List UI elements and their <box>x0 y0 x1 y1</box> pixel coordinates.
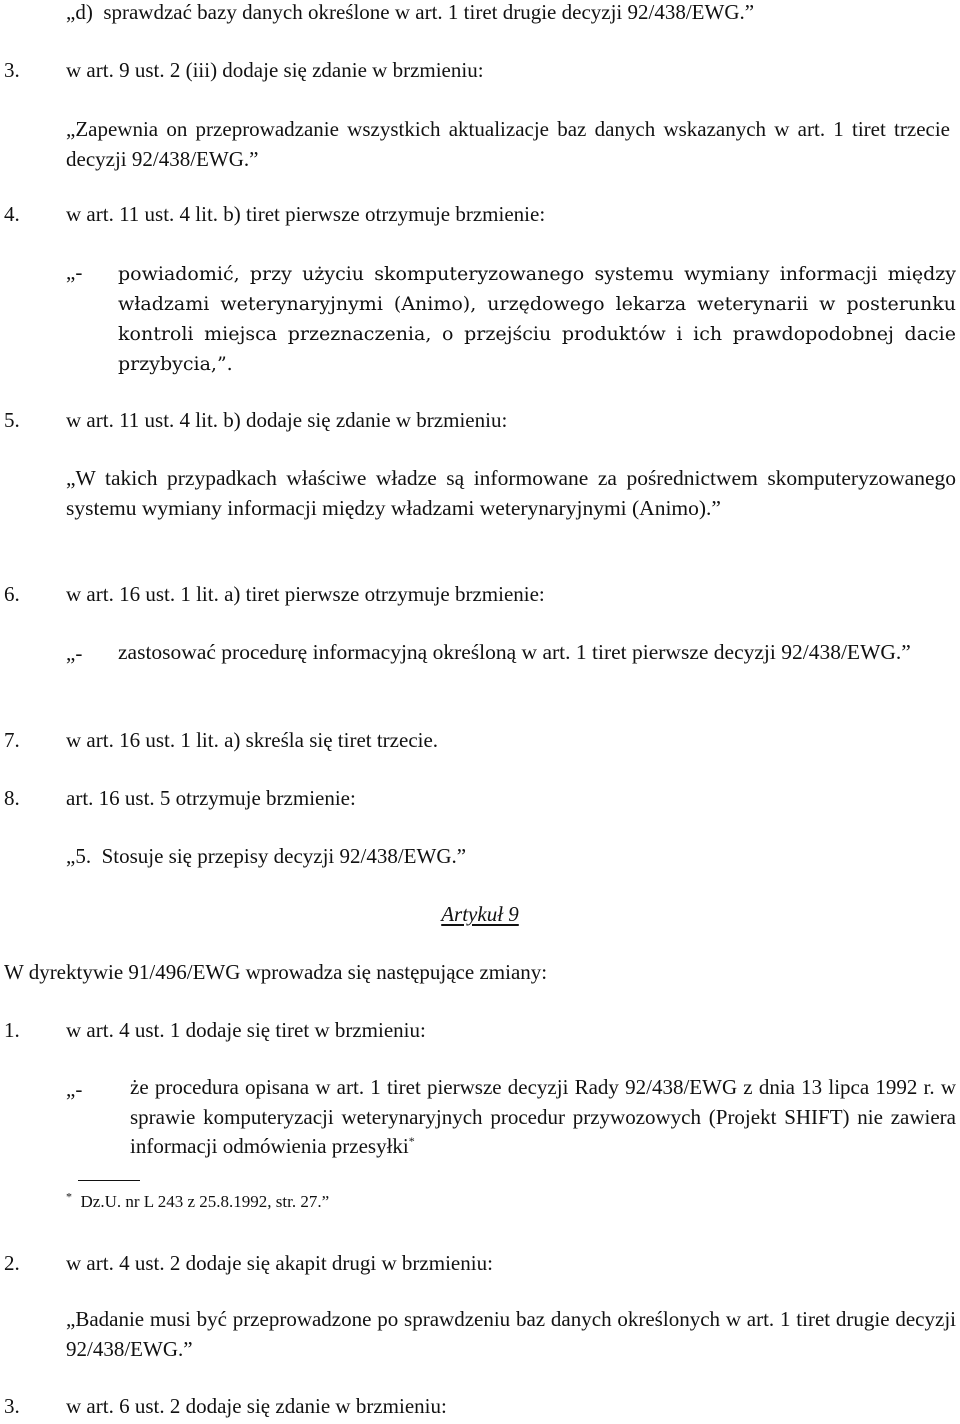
item-text: w art. 11 ust. 4 lit. b) tiret pierwsze otrzymuje brzmienie: <box>66 202 546 226</box>
item-number: 7. <box>4 728 20 752</box>
dash-marker: „- <box>66 260 83 284</box>
item-text: w art. 16 ust. 1 lit. a) tiret pierwsze otrzymuje brzmienie: <box>66 582 545 606</box>
quoted-paragraph: „Badanie musi być przeprowadzone po sprawdzeniu baz danych określonych w art. 1 tiret drugie decyzji 92/438/EWG.” <box>66 1307 956 1361</box>
quoted-paragraph: powiadomić, przy użyciu skomputeryzowanego systemu wymiany informacji między władzami weterynaryjnymi (Animo), urzędowego lekarza weterynarii w posterunku kontroli miejsca przeznaczenia, o przejściu produktów i ich prawdopodobnej dacie przybycia,”. <box>118 263 956 375</box>
item-number: 4. <box>4 202 20 226</box>
item-text: w art. 11 ust. 4 lit. b) dodaje się zdanie w brzmieniu: <box>66 408 508 432</box>
item-text: w art. 4 ust. 2 dodaje się akapit drugi w brzmieniu: <box>66 1251 493 1275</box>
item-text: w art. 6 ust. 2 dodaje się zdanie w brzmieniu: <box>66 1394 447 1418</box>
item-number: 1. <box>4 1018 20 1042</box>
quoted-text: że procedura opisana w art. 1 tiret pierwsze decyzji Rady 92/438/EWG z dnia 13 lipca 1992 r. w sprawie komputeryzacji weterynaryjnych procedur przywozowych (Projekt SHIFT) nie zawiera informacji odmówienia przesyłki <box>130 1075 956 1158</box>
footnote-separator <box>78 1180 140 1181</box>
quoted-line: „5. Stosuje się przepisy decyzji 92/438/EWG.” <box>66 844 467 868</box>
item-number: 8. <box>4 786 20 810</box>
article-heading: Artykuł 9 <box>441 902 519 926</box>
quoted-paragraph: „W takich przypadkach właściwe władze są informowane za pośrednictwem skomputeryzowanego systemu wymiany informacji między władzami weterynaryjnymi (Animo).” <box>66 466 956 520</box>
article-intro: W dyrektywie 91/496/EWG wprowadza się następujące zmiany: <box>4 960 548 984</box>
quoted-paragraph <box>130 1073 956 1162</box>
item-number: 6. <box>4 582 20 606</box>
item-number: 3. <box>4 58 20 82</box>
item-text: w art. 9 ust. 2 (iii) dodaje się zdanie w brzmieniu: <box>66 58 484 82</box>
footnote <box>66 1189 330 1212</box>
item-text: w art. 4 ust. 1 dodaje się tiret w brzmieniu: <box>66 1018 426 1042</box>
item-d-line: „d) sprawdzać bazy danych określone w art. 1 tiret drugie decyzji 92/438/EWG.” <box>66 0 755 24</box>
quoted-paragraph: „Zapewnia on przeprowadzanie wszystkich aktualizacje baz danych wskazanych w art. 1 tiret trzecie decyzji 92/438/EWG.” <box>66 117 950 171</box>
dash-marker: „- <box>66 1077 83 1101</box>
dash-marker: „- <box>66 641 83 665</box>
footnote-reference: * <box>408 1134 415 1148</box>
item-text: art. 16 ust. 5 otrzymuje brzmienie: <box>66 786 356 810</box>
item-number: 5. <box>4 408 20 432</box>
item-number: 3. <box>4 1394 20 1418</box>
item-number: 2. <box>4 1251 20 1275</box>
footnote-text: Dz.U. nr L 243 z 25.8.1992, str. 27.” <box>80 1192 330 1211</box>
item-text: w art. 16 ust. 1 lit. a) skreśla się tiret trzecie. <box>66 728 439 752</box>
footnote-star: * <box>66 1189 72 1204</box>
quoted-paragraph: zastosować procedurę informacyjną określoną w art. 1 tiret pierwsze decyzji 92/438/EWG.” <box>118 640 911 664</box>
